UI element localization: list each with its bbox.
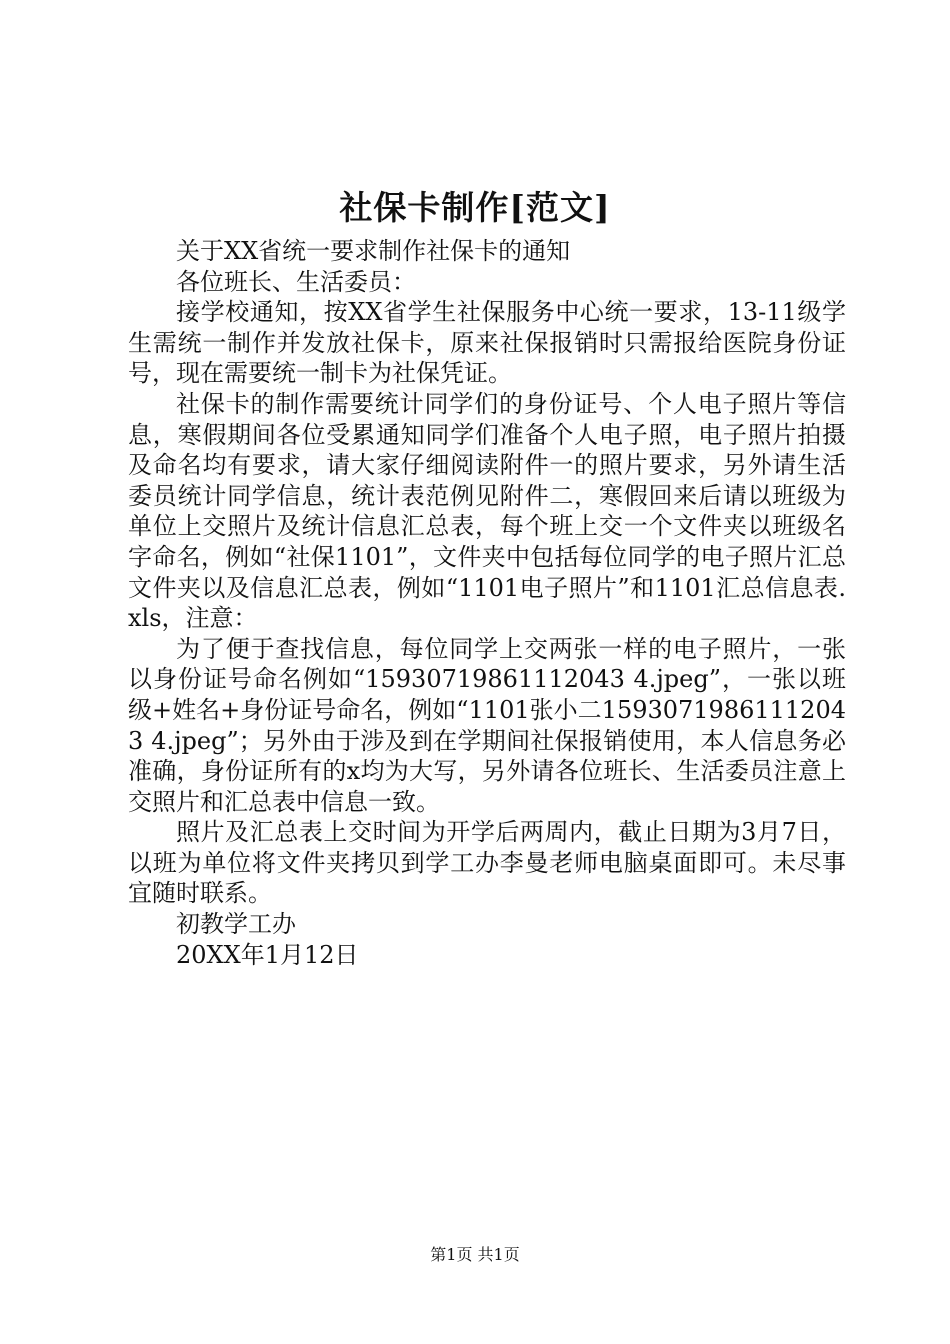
body-paragraph: 为了便于查找信息，每位同学上交两张一样的电子照片，一张以身份证号命名例如“15930719861112043 4.jpeg”，一张以班级+姓名+身份证号命名，例如“1101张小二15930719861112043 4.jpeg”；另外由于涉及到在学期间社保报销使用，本人信息务必准确，身份证所有的x均为大写，另外请各位班长、生活委员注意上交照片和汇总表中信息一致。 — [128, 634, 846, 816]
body-paragraph: 社保卡的制作需要统计同学们的身份证号、个人电子照片等信息，寒假期间各位受累通知同学们准备个人电子照，电子照片拍摄及命名均有要求，请大家仔细阅读附件一的照片要求，另外请生活委员统计同学信息，统计表范例见附件二，寒假回来后请以班级为单位上交照片及统计信息汇总表，每个班上交一个文件夹以班级名字命名，例如“社保1101”，文件夹中包括每位同学的电子照片汇总文件夹以及信息汇总表，例如“1101电子照片”和1101汇总信息表.xls，注意： — [128, 389, 846, 633]
body-paragraph: 接学校通知，按XX省学生社保服务中心统一要求，13-11级学生需统一制作并发放社保卡，原来社保报销时只需报给医院身份证号，现在需要统一制卡为社保凭证。 — [128, 298, 846, 388]
document-title: 社保卡制作[范文] — [339, 188, 611, 227]
notice-heading: 关于XX省统一要求制作社保卡的通知 — [176, 237, 571, 265]
signature-date: 20XX年1月12日 — [176, 940, 359, 969]
page-footer: 第1页 共1页 — [430, 1245, 520, 1264]
body-paragraph: 照片及汇总表上交时间为开学后两周内，截止日期为3月7日，以班为单位将文件夹拷贝到学工办李曼老师电脑桌面即可。未尽事宜随时联系。 — [128, 818, 846, 908]
salutation: 各位班长、生活委员： — [176, 267, 416, 296]
signature-office: 初教学工办 — [176, 910, 296, 939]
document-body — [128, 236, 846, 970]
